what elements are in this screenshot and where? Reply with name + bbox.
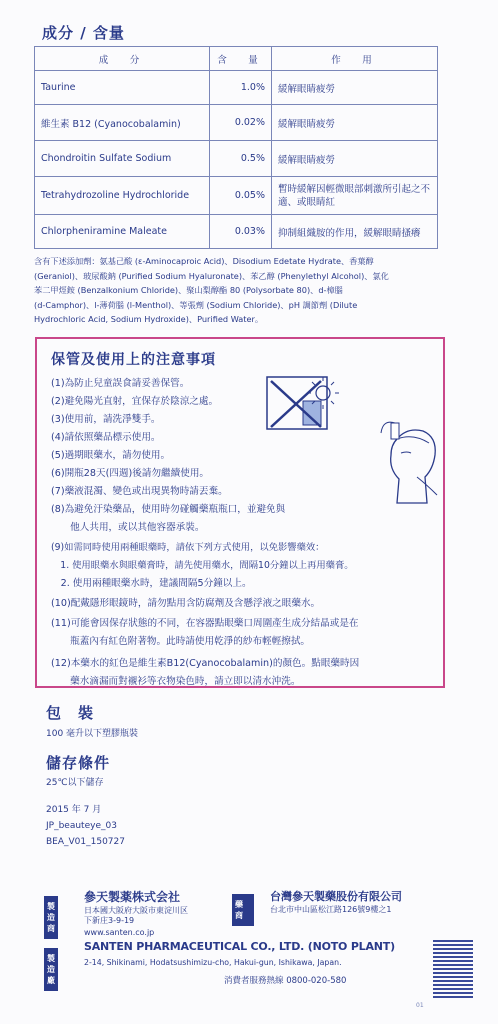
ingredients-title: 成分 / 含量	[42, 24, 125, 42]
care-item: (7)藥液混濁、變色或出現異物時請丟棄。	[51, 486, 228, 497]
version-date: 2015 年 7 月	[46, 805, 102, 815]
storage-title: 儲存條件	[46, 754, 111, 772]
plant-name: SANTEN PHARMACEUTICAL CO., LTD. (NOTO PLANT)	[84, 940, 395, 953]
table-row	[35, 141, 438, 177]
care-item: (1)為防止兒童誤食請妥善保管。	[51, 378, 190, 389]
additives-line: 苯二甲烴銨 (Benzalkonium Chloride)、聚山梨醇酯 80 (Polysorbate 80)、d-樟腦	[34, 285, 343, 296]
care-item: 2. 使用兩種眼藥水時，建議間隔5分鐘以上。	[51, 578, 252, 589]
page-number: 01	[416, 1002, 424, 1009]
ingredient-name: Chlorpheniramine Maleate	[35, 215, 210, 249]
ingredient-action: 緩解眼睛疲勞	[272, 71, 438, 105]
version-code: BEA_V01_150727	[46, 837, 125, 847]
agent-name: 台灣參天製藥股份有限公司	[270, 890, 402, 903]
care-item: (5)過期眼藥水，請勿使用。	[51, 450, 171, 461]
maker-name: 參天製薬株式会社	[84, 890, 181, 904]
hotline: 消費者服務熱線 0800-020-580	[224, 976, 347, 986]
version-code: JP_beauteye_03	[46, 821, 117, 831]
ingredient-amount: 0.5%	[210, 141, 272, 177]
packaging-title: 包 裝	[46, 704, 95, 722]
ingredients-table	[34, 46, 438, 249]
ingredient-action: 暫時緩解因輕微眼部刺激所引起之不適、或眼睛紅	[272, 177, 438, 215]
no-sunlight-icon	[265, 375, 343, 435]
additives-note	[34, 254, 444, 327]
care-item: (4)請依照藥品標示使用。	[51, 432, 161, 443]
maker-website: www.santen.co.jp	[84, 928, 155, 937]
table-row	[35, 177, 438, 215]
ingredient-amount: 0.03%	[210, 215, 272, 249]
maker-badge: 製造商	[44, 896, 58, 939]
table-row	[35, 71, 438, 105]
care-item: 藥水滴漏而對襯衫等衣物染色時，請立即以清水沖洗。	[51, 676, 301, 687]
ingredient-name: Taurine	[35, 71, 210, 105]
ingredient-action: 抑制組織胺的作用，緩解眼睛搔癢	[272, 215, 438, 249]
care-item: (10)配戴隱形眼鏡時，請勿點用含防腐劑及含懸浮液之眼藥水。	[51, 598, 321, 609]
care-item: (9)如需同時使用兩種眼藥時，請依下列方式使用，以免影響藥效：	[51, 542, 325, 553]
additives-line: (d-Camphor)、l-薄荷腦 (l-Menthol)、等張劑 (Sodium Chloride)、pH 調節劑 (Dilute	[34, 299, 358, 310]
care-item: (3)使用前，請洗淨雙手。	[51, 414, 161, 425]
ingredient-action: 緩解眼睛疲勞	[272, 105, 438, 141]
header-action: 作 用	[272, 47, 438, 71]
care-box	[35, 337, 445, 688]
additives-line: 含有下述添加劑：氨基己酸 (ε-Aminocaproic Acid)、Disodium Edetate Hydrate、香葉醇	[34, 256, 374, 266]
maker-address-line: 下新庄3-9-19	[84, 916, 135, 925]
ingredient-name: 維生素 B12 (Cyanocobalamin)	[35, 105, 210, 141]
ingredient-action: 緩解眼睛疲勞	[272, 141, 438, 177]
packaging-text: 100 毫升以下塑膠瓶裝	[46, 729, 139, 739]
eye-drop-user-icon	[377, 419, 445, 507]
header-ingredient: 成 分	[35, 47, 210, 71]
care-item: (11)可能會因保存狀態的不同，在容器點眼藥口周圍產生成分結晶或是在	[51, 618, 359, 629]
ingredient-name: Tetrahydrozoline Hydrochloride	[35, 177, 210, 215]
care-item: (8)為避免汙染藥品，使用時勿碰觸藥瓶瓶口，並避免與	[51, 504, 286, 515]
agent-badge: 藥 商	[232, 894, 254, 926]
care-item: 瓶蓋內有紅色附著物。此時請使用乾淨的紗布輕輕擦拭。	[51, 636, 311, 647]
ingredient-amount: 0.02%	[210, 105, 272, 141]
agent-address: 台北市中山區松江路126號9樓之1	[270, 905, 392, 914]
care-item: 1. 使用眼藥水與眼藥膏時，請先使用藥水，間隔10分鐘以上再用藥膏。	[51, 560, 354, 571]
storage-text: 25℃以下儲存	[46, 778, 104, 788]
header-amount: 含 量	[210, 47, 272, 71]
maker-address	[84, 906, 188, 926]
care-item: 他人共用，或以其他容器承裝。	[51, 522, 205, 533]
care-item: (2)避免陽光直射，宜保存於陰涼之處。	[51, 396, 219, 407]
table-row	[35, 215, 438, 249]
ingredient-amount: 0.05%	[210, 177, 272, 215]
additives-line: Hydrochloric Acid, Sodium Hydroxide)、Purified Water。	[34, 314, 264, 325]
table-row	[35, 105, 438, 141]
plant-address: 2-14, Shikinami, Hodatsushimizu-cho, Hakui-gun, Ishikawa, Japan.	[84, 958, 342, 967]
plant-badge: 製造廠	[44, 948, 58, 991]
maker-address-line: 日本國大阪府大阪市東淀川区	[84, 906, 188, 915]
version-info	[46, 802, 125, 850]
barcode	[433, 940, 473, 1000]
ingredient-name: Chondroitin Sulfate Sodium	[35, 141, 210, 177]
additives-line: (Geraniol)、玻尿酸鈉 (Purified Sodium Hyaluronate)、苯乙醇 (Phenylethyl Alcohol)、氯化	[34, 270, 389, 281]
care-title: 保管及使用上的注意事項	[51, 352, 216, 368]
care-item: (12)本藥水的紅色是維生素B12(Cyanocobalamin)的顏色。點眼藥時因	[51, 658, 360, 669]
care-item: (6)開瓶28天(四週)後請勿繼續使用。	[51, 468, 210, 479]
ingredient-amount: 1.0%	[210, 71, 272, 105]
